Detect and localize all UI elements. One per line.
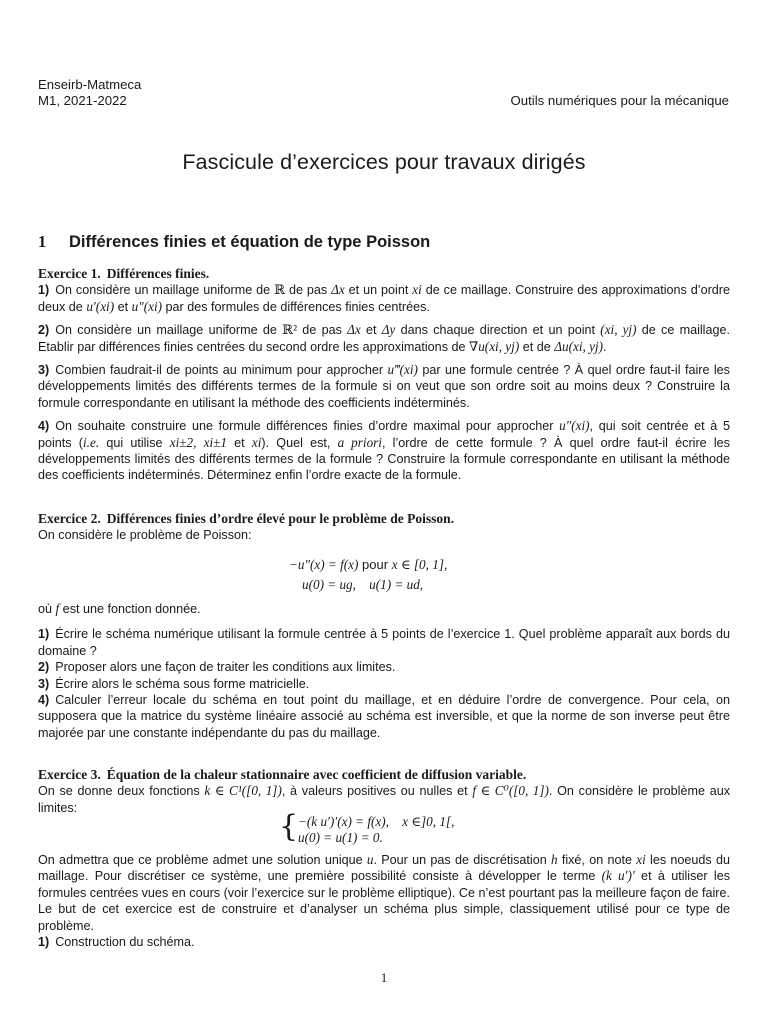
ex2-where — [38, 601, 730, 617]
math: (xi, yj) — [600, 322, 637, 338]
section-title: Différences finies et équation de type Poisson — [69, 233, 431, 251]
text: On se donne deux fonctions — [38, 784, 205, 799]
heat-system-line-1 — [298, 813, 454, 830]
math: xi — [412, 282, 422, 298]
ex3-intro — [38, 783, 730, 816]
header-left — [38, 77, 141, 109]
page-number: 1 — [380, 970, 388, 985]
math: −(k u′)′(x) = f(x), x ∈]0, 1[, — [298, 814, 455, 829]
math: (k u′)′ — [601, 868, 635, 884]
question-number: 4) — [38, 419, 50, 434]
exercise-1-title — [38, 266, 730, 282]
text: Écrire alors le schéma sous forme matricielle. — [55, 676, 310, 691]
text: et — [226, 435, 252, 450]
text: dans chaque direction et un point — [395, 323, 601, 338]
text: On souhaite construire une formule différences finies d’ordre maximal pour approcher — [55, 419, 560, 434]
question-number: 1) — [38, 283, 50, 298]
exercise-2-body — [38, 601, 730, 741]
math: u(0) = u(1) = 0. — [298, 830, 383, 845]
text: qui utilise — [99, 435, 170, 450]
exercise-heading: Différences finies. — [106, 266, 210, 281]
text: est une fonction donnée. — [59, 602, 201, 616]
ex2-question-2 — [38, 659, 730, 675]
text: de pas — [285, 283, 332, 298]
math: Δy — [381, 322, 396, 338]
math: a priori — [337, 434, 382, 450]
document-title: Fascicule d’exercices pour travaux dirigés — [182, 150, 586, 174]
math: u(0) = ug, u(1) = ud, — [302, 577, 424, 592]
text: Combien faudrait-il de points au minimum pour approcher — [55, 363, 388, 378]
exercise-3-body — [38, 852, 730, 950]
ex1-question-3 — [38, 362, 730, 411]
text: et à utiliser les formules centrées vues en cours (voir l’exercice sur le problème elliptique). Ce n’est pourtant pas la meilleure façon de faire. Le but de cet exercice est de construire et d’analyser un schéma plus simple, classiquement utilisé pour ce type de problème. — [38, 869, 730, 933]
math: u‴(xi) — [387, 362, 418, 378]
math: xi±2, — [169, 434, 197, 450]
ex1-question-1 — [38, 282, 730, 315]
exercise-label: Exercice 1. — [38, 266, 101, 281]
institution: Enseirb-Matmeca — [38, 77, 142, 92]
math: −u″(x) = f(x) — [289, 557, 359, 572]
course-name: Outils numériques pour la mécanique — [510, 93, 729, 108]
ex1-question-4 — [38, 418, 730, 484]
text: de pas — [297, 323, 348, 338]
text: et — [360, 323, 382, 338]
text: On considère un maillage uniforme de — [55, 283, 275, 298]
math: f ∈ C⁰([0, 1]) — [472, 783, 549, 799]
math: u′(xi) — [86, 298, 115, 314]
text: On considère un maillage uniforme de — [55, 323, 283, 338]
academic-year: M1, 2021-2022 — [38, 93, 127, 108]
text: Construction du schéma. — [55, 935, 195, 950]
heat-system-line-2 — [298, 829, 383, 846]
text: Calculer l’erreur locale du schéma en tout point du maillage, et en déduire l’ordre de convergence. Pour cela, on supposera que la matrice du système linéaire associé au schéma est inversible, et que la norme de son inverse peut être majorée par une constante indépendante du pas du maillage. — [38, 693, 730, 740]
exercise-label: Exercice 2. — [38, 511, 101, 526]
text: Proposer alors une façon de traiter les conditions aux limites. — [55, 660, 396, 675]
ex1-question-2 — [38, 322, 730, 355]
ex2-question-4 — [38, 692, 730, 741]
exercise-3-title — [38, 767, 730, 783]
text: et — [114, 299, 132, 314]
exercise-1 — [38, 266, 730, 484]
text: par des formules de différences finies centrées. — [162, 299, 430, 314]
exercise-2 — [38, 511, 730, 544]
math: x ∈ [0, 1], — [391, 557, 448, 572]
text: On admettra que ce problème admet une solution unique — [38, 853, 367, 867]
math: ℝ² — [282, 322, 298, 338]
text: et de — [519, 339, 555, 354]
poisson-equation-line-2 — [302, 576, 423, 593]
math: u″(xi) — [559, 418, 590, 434]
question-number: 4) — [38, 693, 50, 708]
exercise-2-title — [38, 511, 730, 527]
ex3-question-1 — [38, 934, 730, 950]
text: . — [602, 339, 607, 354]
math: u — [366, 852, 374, 867]
ex2-question-1 — [38, 626, 730, 659]
math: Δx — [331, 282, 345, 298]
math: ∇u(xi, yj) — [469, 338, 520, 354]
math: h — [550, 852, 558, 867]
text: de ce maillage. Construire des approximations d’ordre deux de — [38, 283, 730, 314]
math: f — [55, 601, 60, 616]
math: u″(xi) — [131, 298, 163, 314]
text: ). Quel est, — [261, 435, 338, 450]
question-number: 1) — [38, 627, 50, 642]
exercise-label: Exercice 3. — [38, 767, 101, 782]
question-number: 3) — [38, 363, 50, 378]
text: où — [38, 602, 56, 616]
exercise-heading: Équation de la chaleur stationnaire avec coefficient de diffusion variable. — [106, 767, 527, 782]
question-number: 2) — [38, 323, 50, 338]
text: , qui soit centrée et à 5 points ( — [38, 419, 730, 450]
text: . On considère le problème aux limites: — [38, 784, 730, 815]
math: xi — [251, 434, 262, 450]
question-number: 2) — [38, 660, 50, 675]
poisson-equation-line-1 — [289, 556, 447, 573]
ex3-paragraph — [38, 852, 730, 934]
ex2-question-3 — [38, 676, 730, 692]
question-number: 3) — [38, 676, 50, 691]
text: les noeuds du maillage. Pour discrétiser ce système, une première possibilité consiste à développer le terme — [38, 853, 730, 884]
math: k ∈ C¹([0, 1]) — [204, 783, 282, 799]
text: . Pour un pas de discrétisation — [373, 853, 551, 867]
section-heading — [38, 232, 430, 252]
text: , à valeurs positives ou nulles et — [281, 784, 473, 799]
math: ℝ — [274, 282, 286, 298]
math: xi — [636, 852, 646, 867]
text: de ce maillage. Etablir par différences finies centrées du second ordre les approximations de — [38, 323, 730, 354]
question-number: 1) — [38, 935, 50, 950]
math: Δu(xi, yj) — [554, 338, 603, 354]
text: Écrire le schéma numérique utilisant la formule centrée à 5 points de l’exercice 1. Quel problème apparaît aux bords du domaine ? — [38, 627, 730, 658]
math: Δx — [347, 322, 361, 338]
math: i.e. — [83, 434, 100, 450]
text: fixé, on note — [557, 853, 637, 867]
exercise-3 — [38, 767, 730, 816]
section-number: 1 — [38, 232, 47, 251]
text: par une formule centrée ? À quel ordre faut-il faire les développements limités des différents termes de la formule si on veut que son ordre soit au moins deux ? Construire la formule correspondante en utilisant la méthode des coefficients indéterminés. — [38, 363, 730, 410]
math: xi±1 — [203, 434, 227, 450]
text: pour — [362, 557, 389, 572]
text: et un point — [344, 283, 413, 298]
ex2-intro: On considère le problème de Poisson: — [38, 528, 252, 543]
text: , l’ordre de cette formule ? À quel ordre faut-il écrire les développements limités des différents termes de la formule ? Construire la formule correspondante en utilisant la méthode des coefficients indéterminés. Déterminez enfin l’ordre exacte de la formule. — [38, 435, 730, 483]
system-brace: { — [279, 809, 299, 844]
exercise-heading: Différences finies d’ordre élevé pour le problème de Poisson. — [106, 511, 455, 526]
